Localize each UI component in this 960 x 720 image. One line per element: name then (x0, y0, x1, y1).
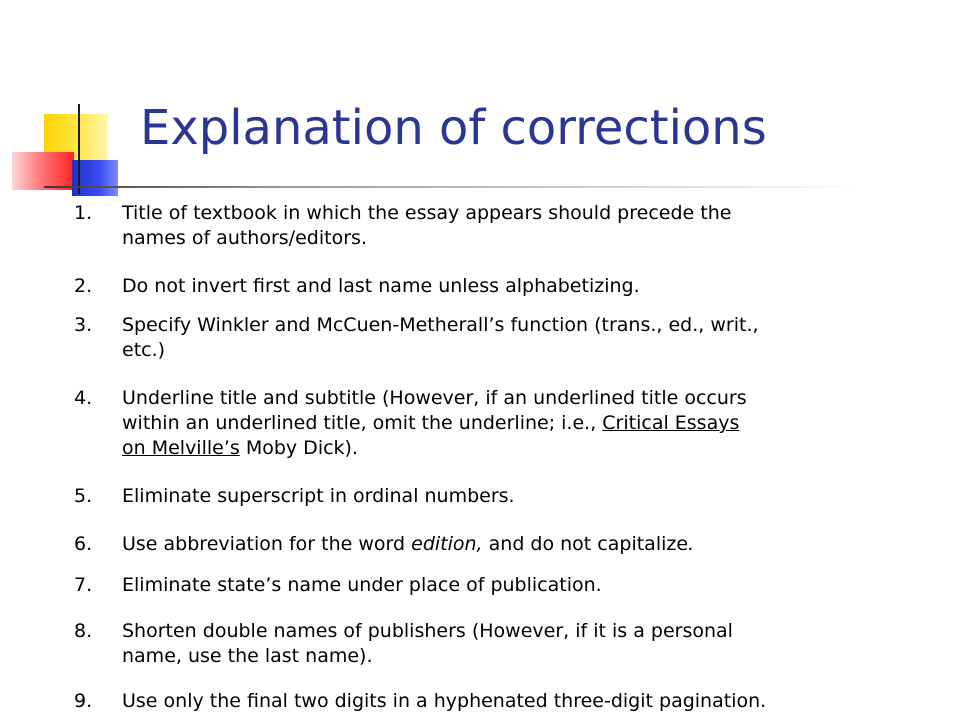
item-number: 6. (74, 533, 93, 555)
item-number: 7. (74, 574, 93, 596)
list-item-4 (74, 386, 747, 461)
underlined-book-title: Critical Essays (602, 412, 740, 434)
list-item-1 (74, 201, 731, 251)
item-number: 1. (74, 202, 93, 224)
item-text-line: Eliminate state’s name under place of publication. (122, 574, 602, 596)
list-item-9 (74, 689, 766, 714)
item-text-line: Shorten double names of publishers (However, if it is a personal (122, 620, 733, 642)
item-text-line: Specify Winkler and McCuen-Metherall’s function (trans., ed., writ., (122, 314, 759, 336)
item-number: 4. (74, 387, 93, 409)
underlined-book-title: on Melville’s (122, 437, 240, 459)
item-text-line (122, 411, 747, 436)
slide-title: Explanation of corrections (140, 100, 767, 156)
item-text-line (122, 532, 694, 557)
item-text-line: name, use the last name). (122, 645, 373, 667)
title-underline-rule (44, 186, 864, 188)
item-text: Use abbreviation for the word (122, 533, 412, 555)
list-item-8 (74, 619, 733, 669)
item-text: and do not capitalize (482, 533, 689, 555)
red-bar-decoration (12, 152, 74, 190)
item-text-line: Use only the final two digits in a hyphenated three-digit pagination. (122, 690, 767, 712)
list-item-6 (74, 532, 694, 557)
italic-word: edition, (411, 533, 483, 555)
item-text: within an underlined title, omit the underline; i.e., (122, 412, 603, 434)
item-number: 2. (74, 275, 93, 297)
list-item-2 (74, 274, 640, 299)
item-number: 3. (74, 314, 93, 336)
item-number: 9. (74, 690, 93, 712)
list-item-3 (74, 313, 759, 363)
item-number: 5. (74, 485, 93, 507)
italic-period: . (688, 533, 695, 555)
item-text-line: etc.) (122, 339, 166, 361)
vertical-rule-decoration (78, 104, 80, 194)
item-text-line: Underline title and subtitle (However, if an underlined title occurs (122, 387, 747, 409)
item-text-line (122, 436, 747, 461)
item-number: 8. (74, 620, 93, 642)
item-text: Moby Dick). (239, 437, 358, 459)
item-text-line: Eliminate superscript in ordinal numbers. (122, 485, 515, 507)
list-item-7 (74, 573, 602, 598)
item-text-line: names of authors/editors. (122, 227, 367, 249)
item-text-line: Title of textbook in which the essay appears should precede the (122, 202, 732, 224)
item-text-line: Do not invert first and last name unless alphabetizing. (122, 275, 640, 297)
list-item-5 (74, 484, 515, 509)
